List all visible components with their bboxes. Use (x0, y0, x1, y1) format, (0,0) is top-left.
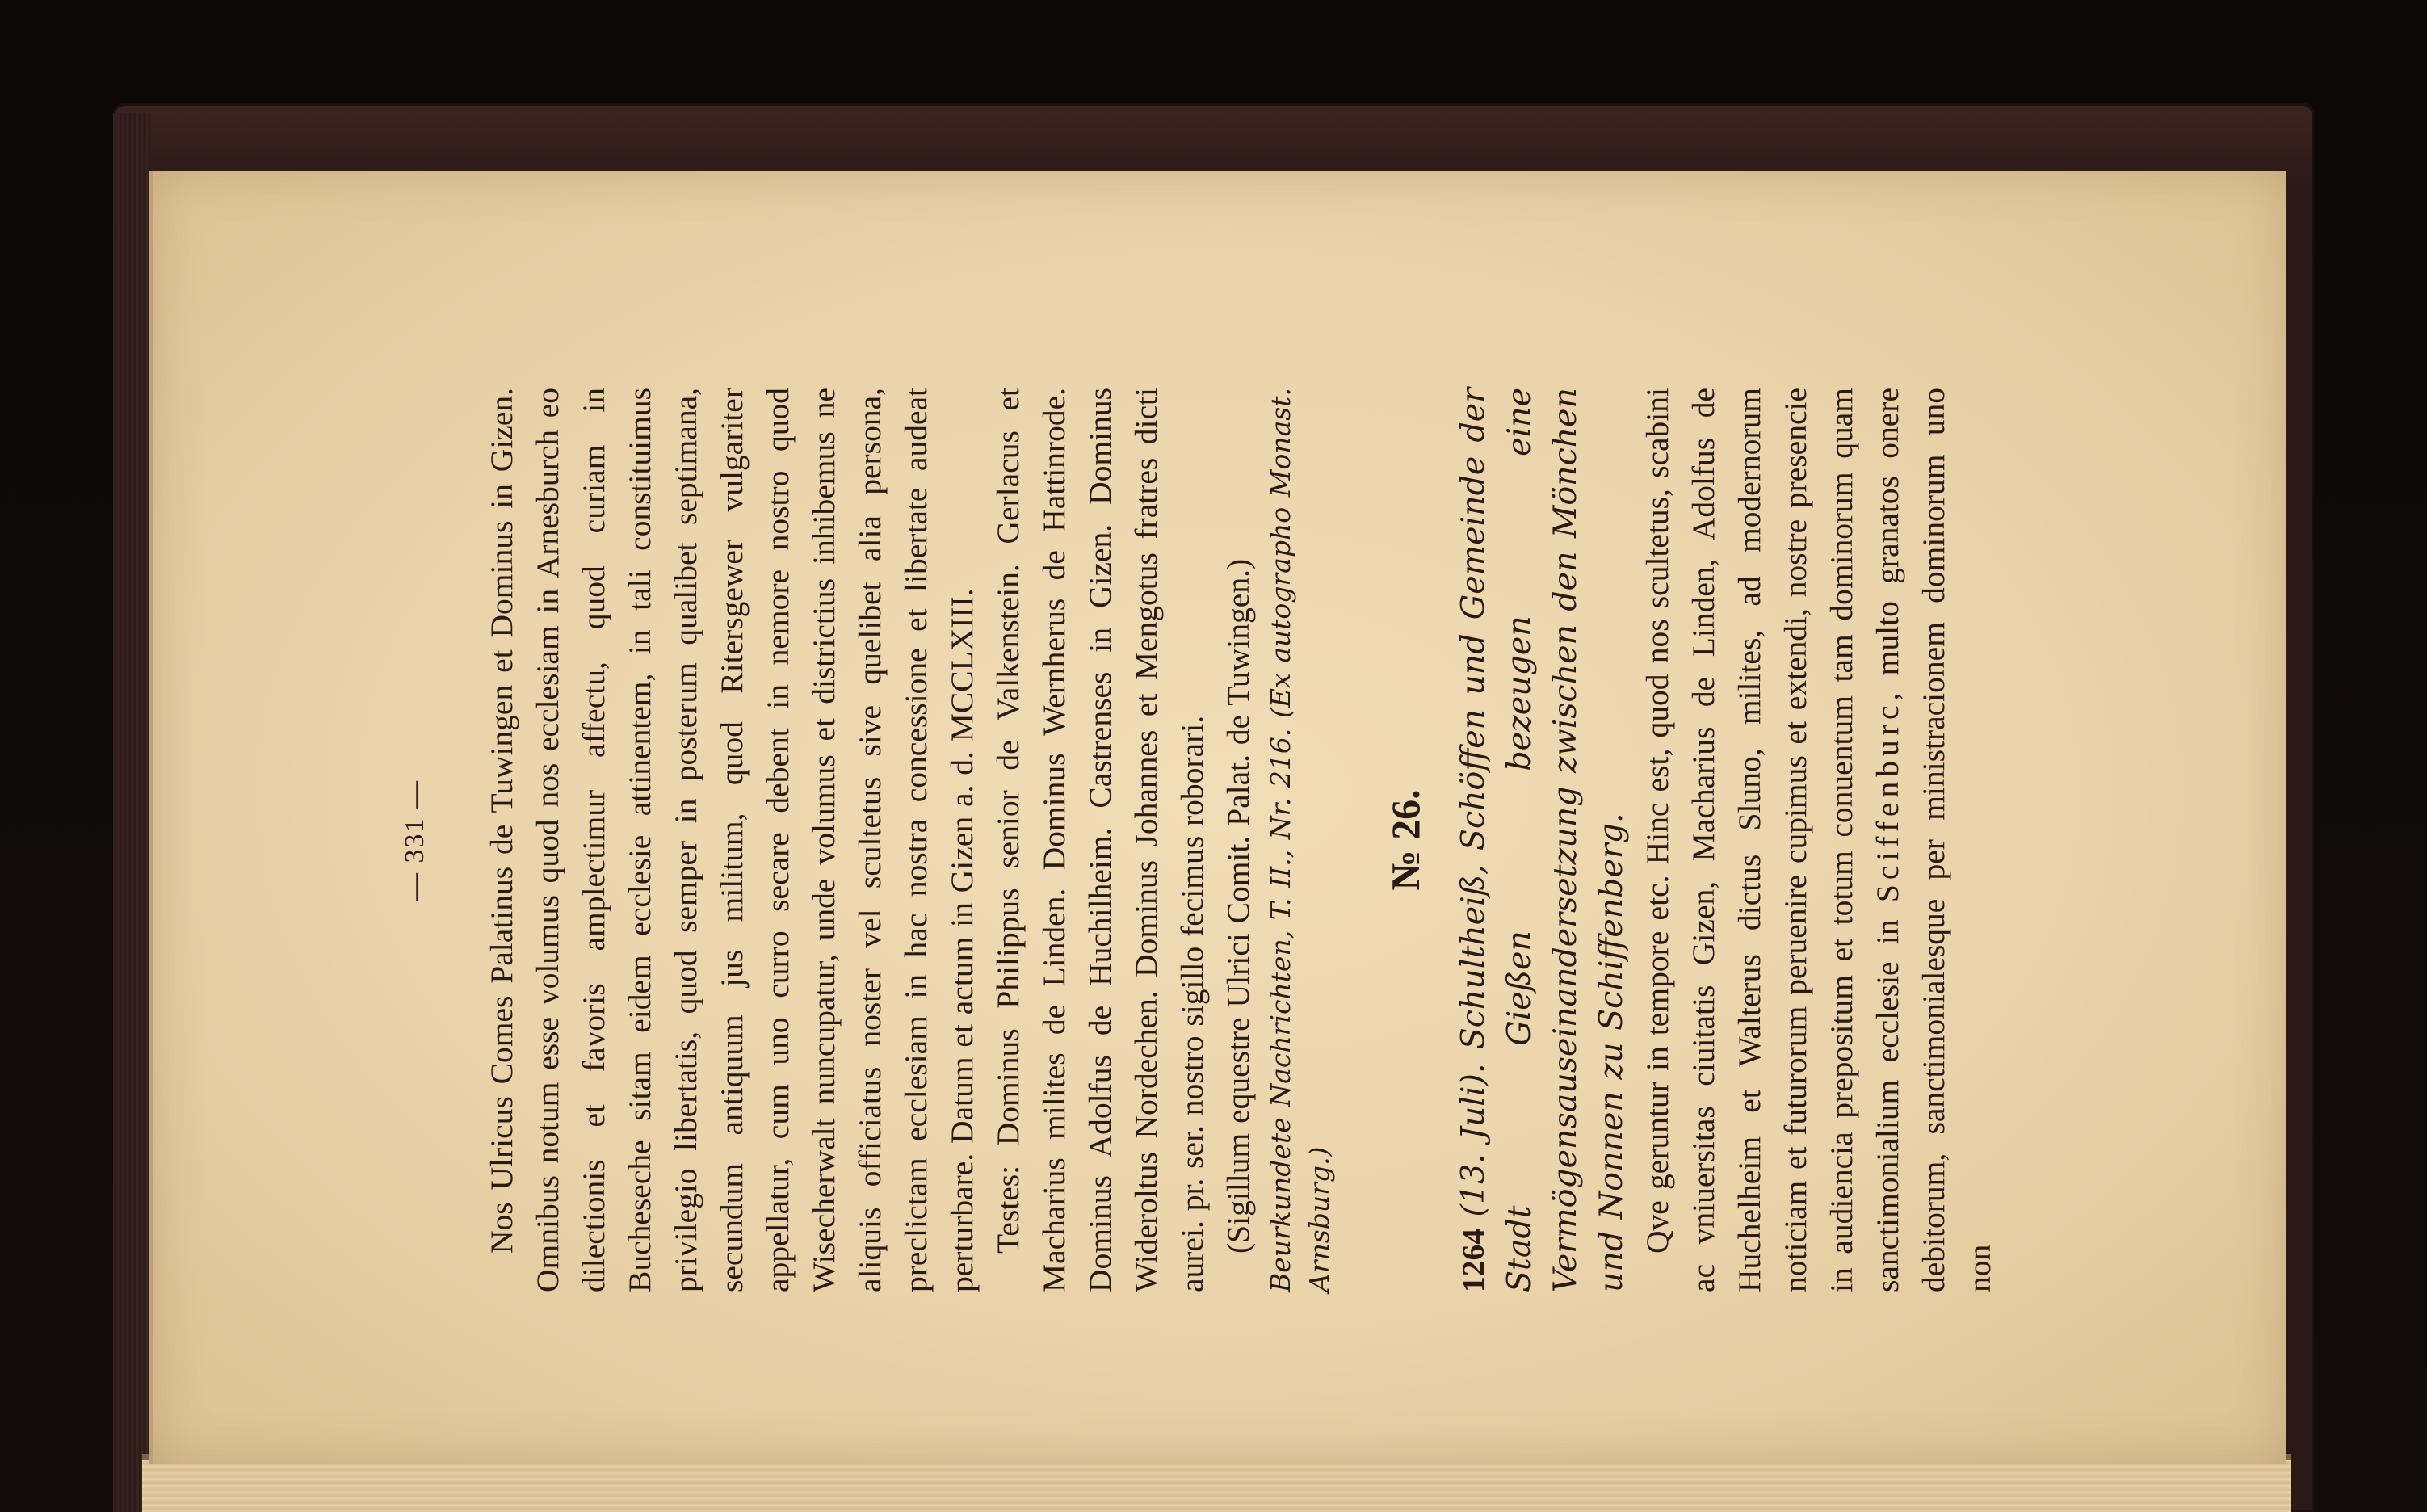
witnesses-paragraph: Testes: Dominus Philippus senior de Valkenstein. Gerlacus et Macharius milites de Linden. Dominus Wernherus de Hattinrode. Dominus Adolfus de Huchilheim. Castrenses in Gizen. Dominus Wideroltus Nordechen. Dominus Johannes et Mengotus fratres dicti aurei. pr. ser. nostro sigillo fecimus roborari. (990, 388, 1210, 1292)
entry-year: 1264 (1455, 1228, 1491, 1292)
entry-body-end: , multo granatos onere debitorum, sanctimonialesque per ministracionem dominorum uno non (1870, 388, 1997, 1292)
book-spine (113, 113, 150, 1512)
source-note: Beurkundete Nachrichten, T. II., Nr. 216. (Ex autographo Monast. Arnsburg.) (1265, 388, 1335, 1292)
page-number: — 331 — (400, 779, 430, 901)
entry-summary-paragraph (1451, 388, 1635, 1292)
entry-body (1635, 388, 2003, 1292)
page-edges (142, 1460, 2291, 1512)
entry-place-name: Sciffenburc (1870, 700, 1905, 903)
charter-paragraph-1: Nos Ulricus Comes Palatinus de Tuwingen et Dominus in Gizen. Omnibus notum esse volumus quod nos ecclesiam in Arnesburch eo dilectionis et favoris amplectimur affectu, quod curiam in Bucheseche sitam eidem ecclesie attinentem, in tali constituimus privilegio libertatis, quod semper in posterum qualibet septimana, secundum antiquum jus militum, quod Ritersgewer vulgariter appellatur, cum uno curro secare debent in nemore nostro quod Wisecherwalt nuncupatur, unde volumus et districtius inhibemus ne aliquis officiatus noster vel scultetus sive quelibet alia persona, preclictam ecclesiam in hac nostra concessione et libertate audeat perturbare. Datum et actum in Gizen a. d. MCCLXIII. (484, 388, 980, 1292)
seal-note: (Sigillum equestre Ulrici Comit. Palat. de Tuwingen.) (1220, 558, 1256, 1254)
entry-body-start: Qve geruntur in tempore etc. Hinc est, quod nos scultetus, scabini ac vniuersitas ciuitatis Gizen, Macharius de Linden, Adolfus de Huchelheim et Walterus dictus Sluno, milites, ad modernorum noticiam et futurorum peruenire cupimus et extendi, nostre presencie in audiencia prepositum et totum conuentum tam dominorum quam sanctimonialium ecclesie in (1640, 388, 1905, 1292)
entry-summary: (13. Juli). Schultheiß, Schöffen und Gemeinde der Stadt Gießen bezeugen eine Vermögensauseinandersetzung zwischen den Mönchen und Nonnen zu Schiffenberg. (1455, 387, 1630, 1292)
page-text-block (400, 388, 1999, 1292)
document-number-heading: № 26. (1383, 789, 1428, 891)
